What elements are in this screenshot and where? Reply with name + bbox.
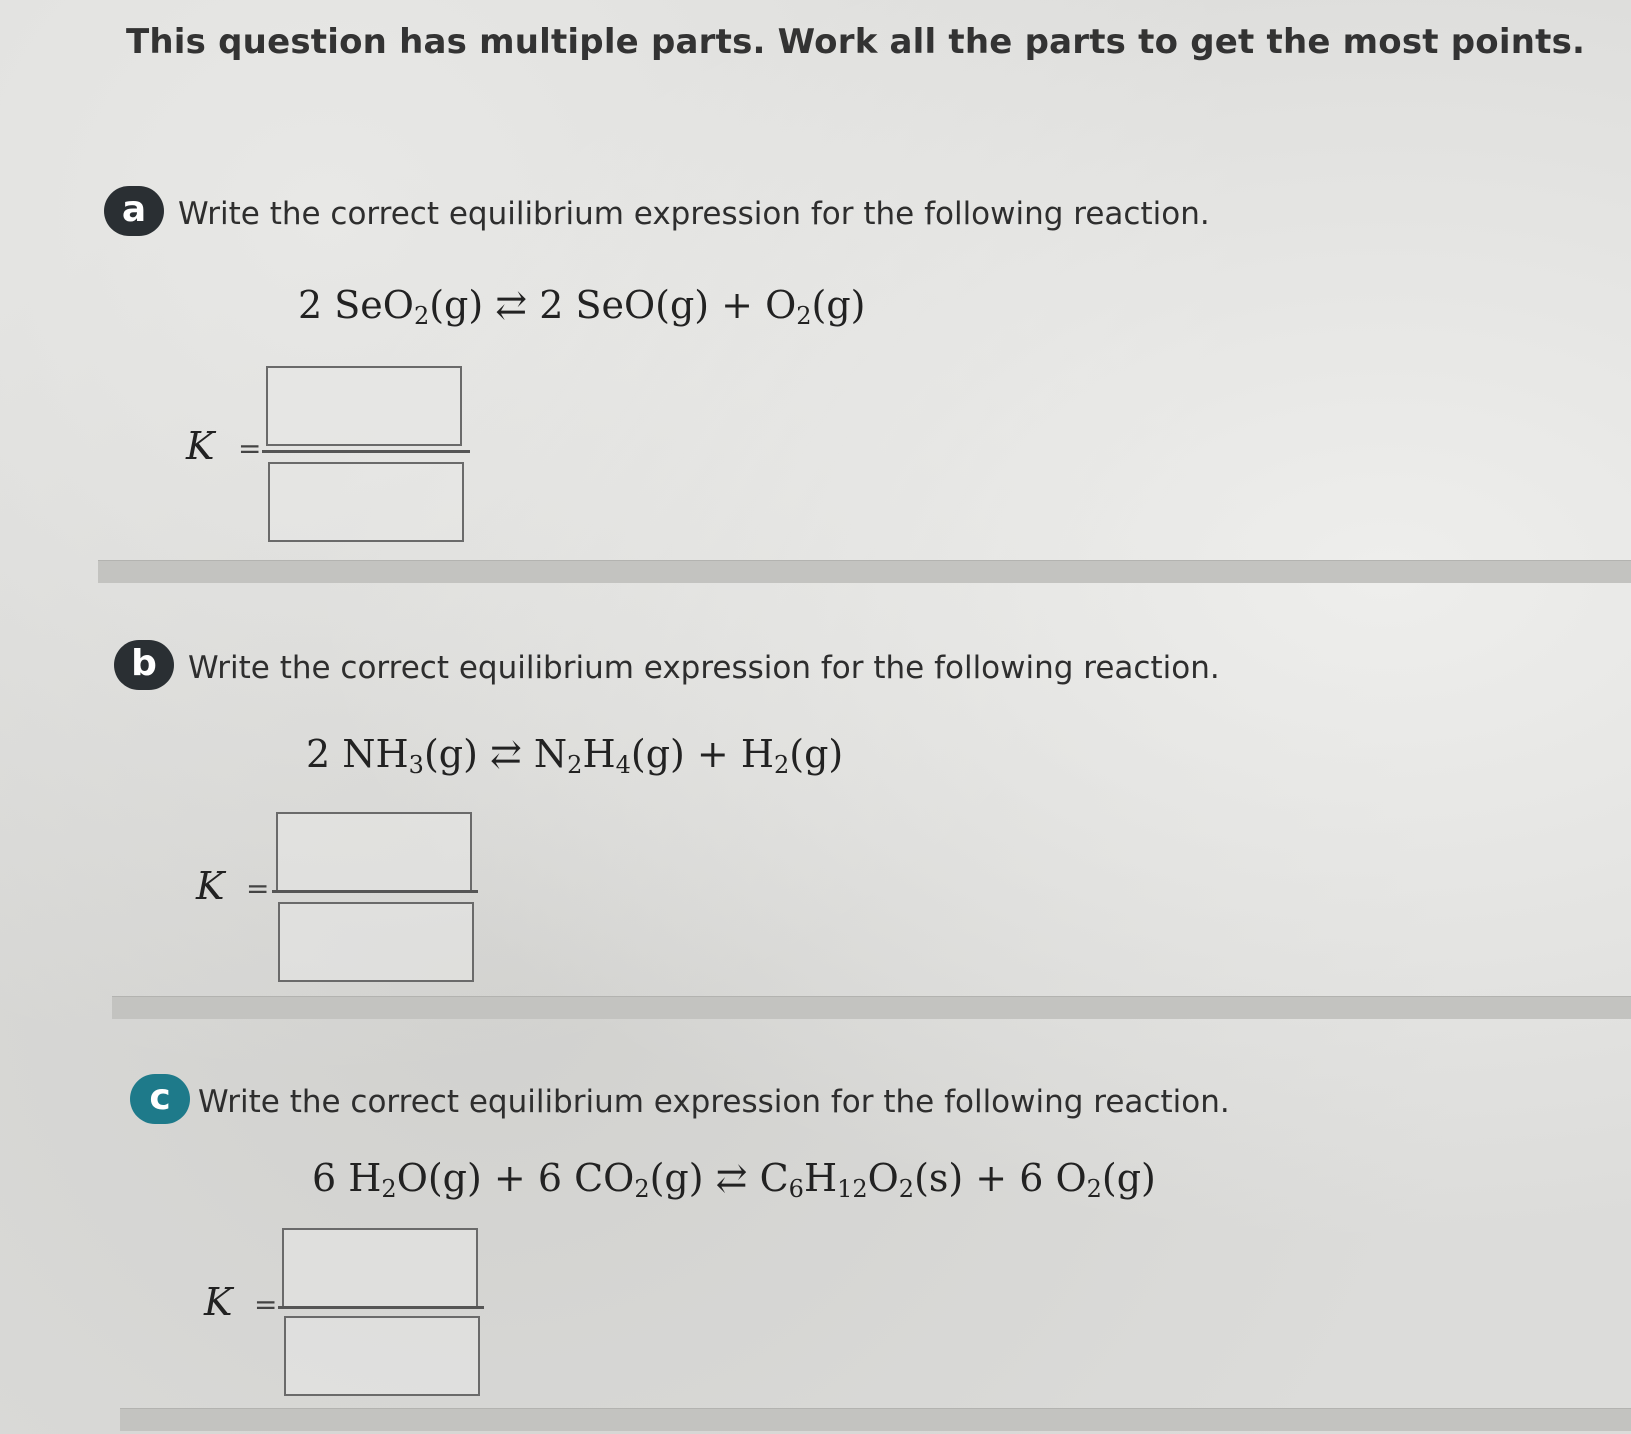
part-c-fraction-bar (278, 1306, 484, 1309)
part-c-prompt: Write the correct equilibrium expression for the following reaction. (198, 1084, 1230, 1120)
eq-c-sub-3: 6 (788, 1175, 804, 1203)
part-b-equals: = (246, 872, 270, 905)
part-a-equation (298, 283, 866, 330)
part-b-fraction-bar (272, 890, 478, 893)
part-b-numerator-input[interactable] (276, 812, 472, 892)
eq-a-text-2: (g) ⇄ 2 SeO(g) + O (429, 283, 797, 327)
part-c-badge: c (130, 1074, 190, 1124)
eq-a-text-1: 2 SeO (298, 283, 414, 327)
eq-b-sub-1: 3 (408, 751, 424, 779)
eq-b-sub-4: 2 (774, 751, 790, 779)
divider-b (112, 996, 1631, 1019)
part-c-equals: = (254, 1288, 278, 1321)
eq-b-text-5: (g) (789, 732, 844, 776)
part-b-equation (306, 732, 844, 779)
part-b-badge: b (114, 640, 174, 690)
eq-c-text-1: 6 H (312, 1156, 382, 1200)
part-b-k-label: K (196, 864, 225, 908)
eq-b-text-3: H (582, 732, 616, 776)
part-c-k-label: K (204, 1280, 233, 1324)
eq-a-text-3: (g) (811, 283, 866, 327)
eq-c-text-4: H (803, 1156, 838, 1200)
eq-c-sub-5: 2 (898, 1175, 915, 1203)
part-b-denominator-input[interactable] (278, 902, 474, 982)
eq-c-text-5: O (867, 1156, 899, 1200)
eq-a-sub-2: 2 (796, 302, 812, 330)
eq-c-sub-6: 2 (1086, 1175, 1102, 1203)
part-a-denominator-input[interactable] (268, 462, 464, 542)
eq-b-sub-2: 2 (567, 751, 583, 779)
divider-c (120, 1408, 1631, 1431)
part-c-equation (312, 1156, 1156, 1203)
eq-a-sub-1: 2 (413, 302, 430, 330)
part-b-prompt: Write the correct equilibrium expression for the following reaction. (188, 650, 1220, 686)
eq-c-sub-1: 2 (381, 1175, 397, 1203)
part-c-denominator-input[interactable] (284, 1316, 480, 1396)
eq-c-sub-4: 12 (837, 1175, 868, 1203)
part-c-numerator-input[interactable] (282, 1228, 478, 1308)
eq-c-text-6: (s) + 6 O (914, 1156, 1087, 1200)
part-a-numerator-input[interactable] (266, 366, 462, 446)
eq-c-text-3: (g) ⇄ C (649, 1156, 789, 1200)
part-a-equals: = (238, 432, 262, 465)
divider-a (98, 560, 1631, 583)
part-a-badge: a (104, 186, 164, 236)
page-title: This question has multiple parts. Work all the parts to get the most points. (126, 22, 1586, 62)
eq-b-text-4: (g) + H (630, 732, 774, 776)
eq-c-text-2: O(g) + 6 CO (396, 1156, 635, 1200)
eq-c-sub-2: 2 (634, 1175, 650, 1203)
eq-b-text-1: 2 NH (306, 732, 409, 776)
eq-b-text-2: (g) ⇄ N (423, 732, 568, 776)
eq-b-sub-3: 4 (615, 751, 631, 779)
eq-c-text-7: (g) (1101, 1156, 1156, 1200)
part-a-k-label: K (186, 424, 215, 468)
part-a-fraction-bar (262, 450, 470, 453)
part-a-prompt: Write the correct equilibrium expression for the following reaction. (178, 196, 1210, 232)
